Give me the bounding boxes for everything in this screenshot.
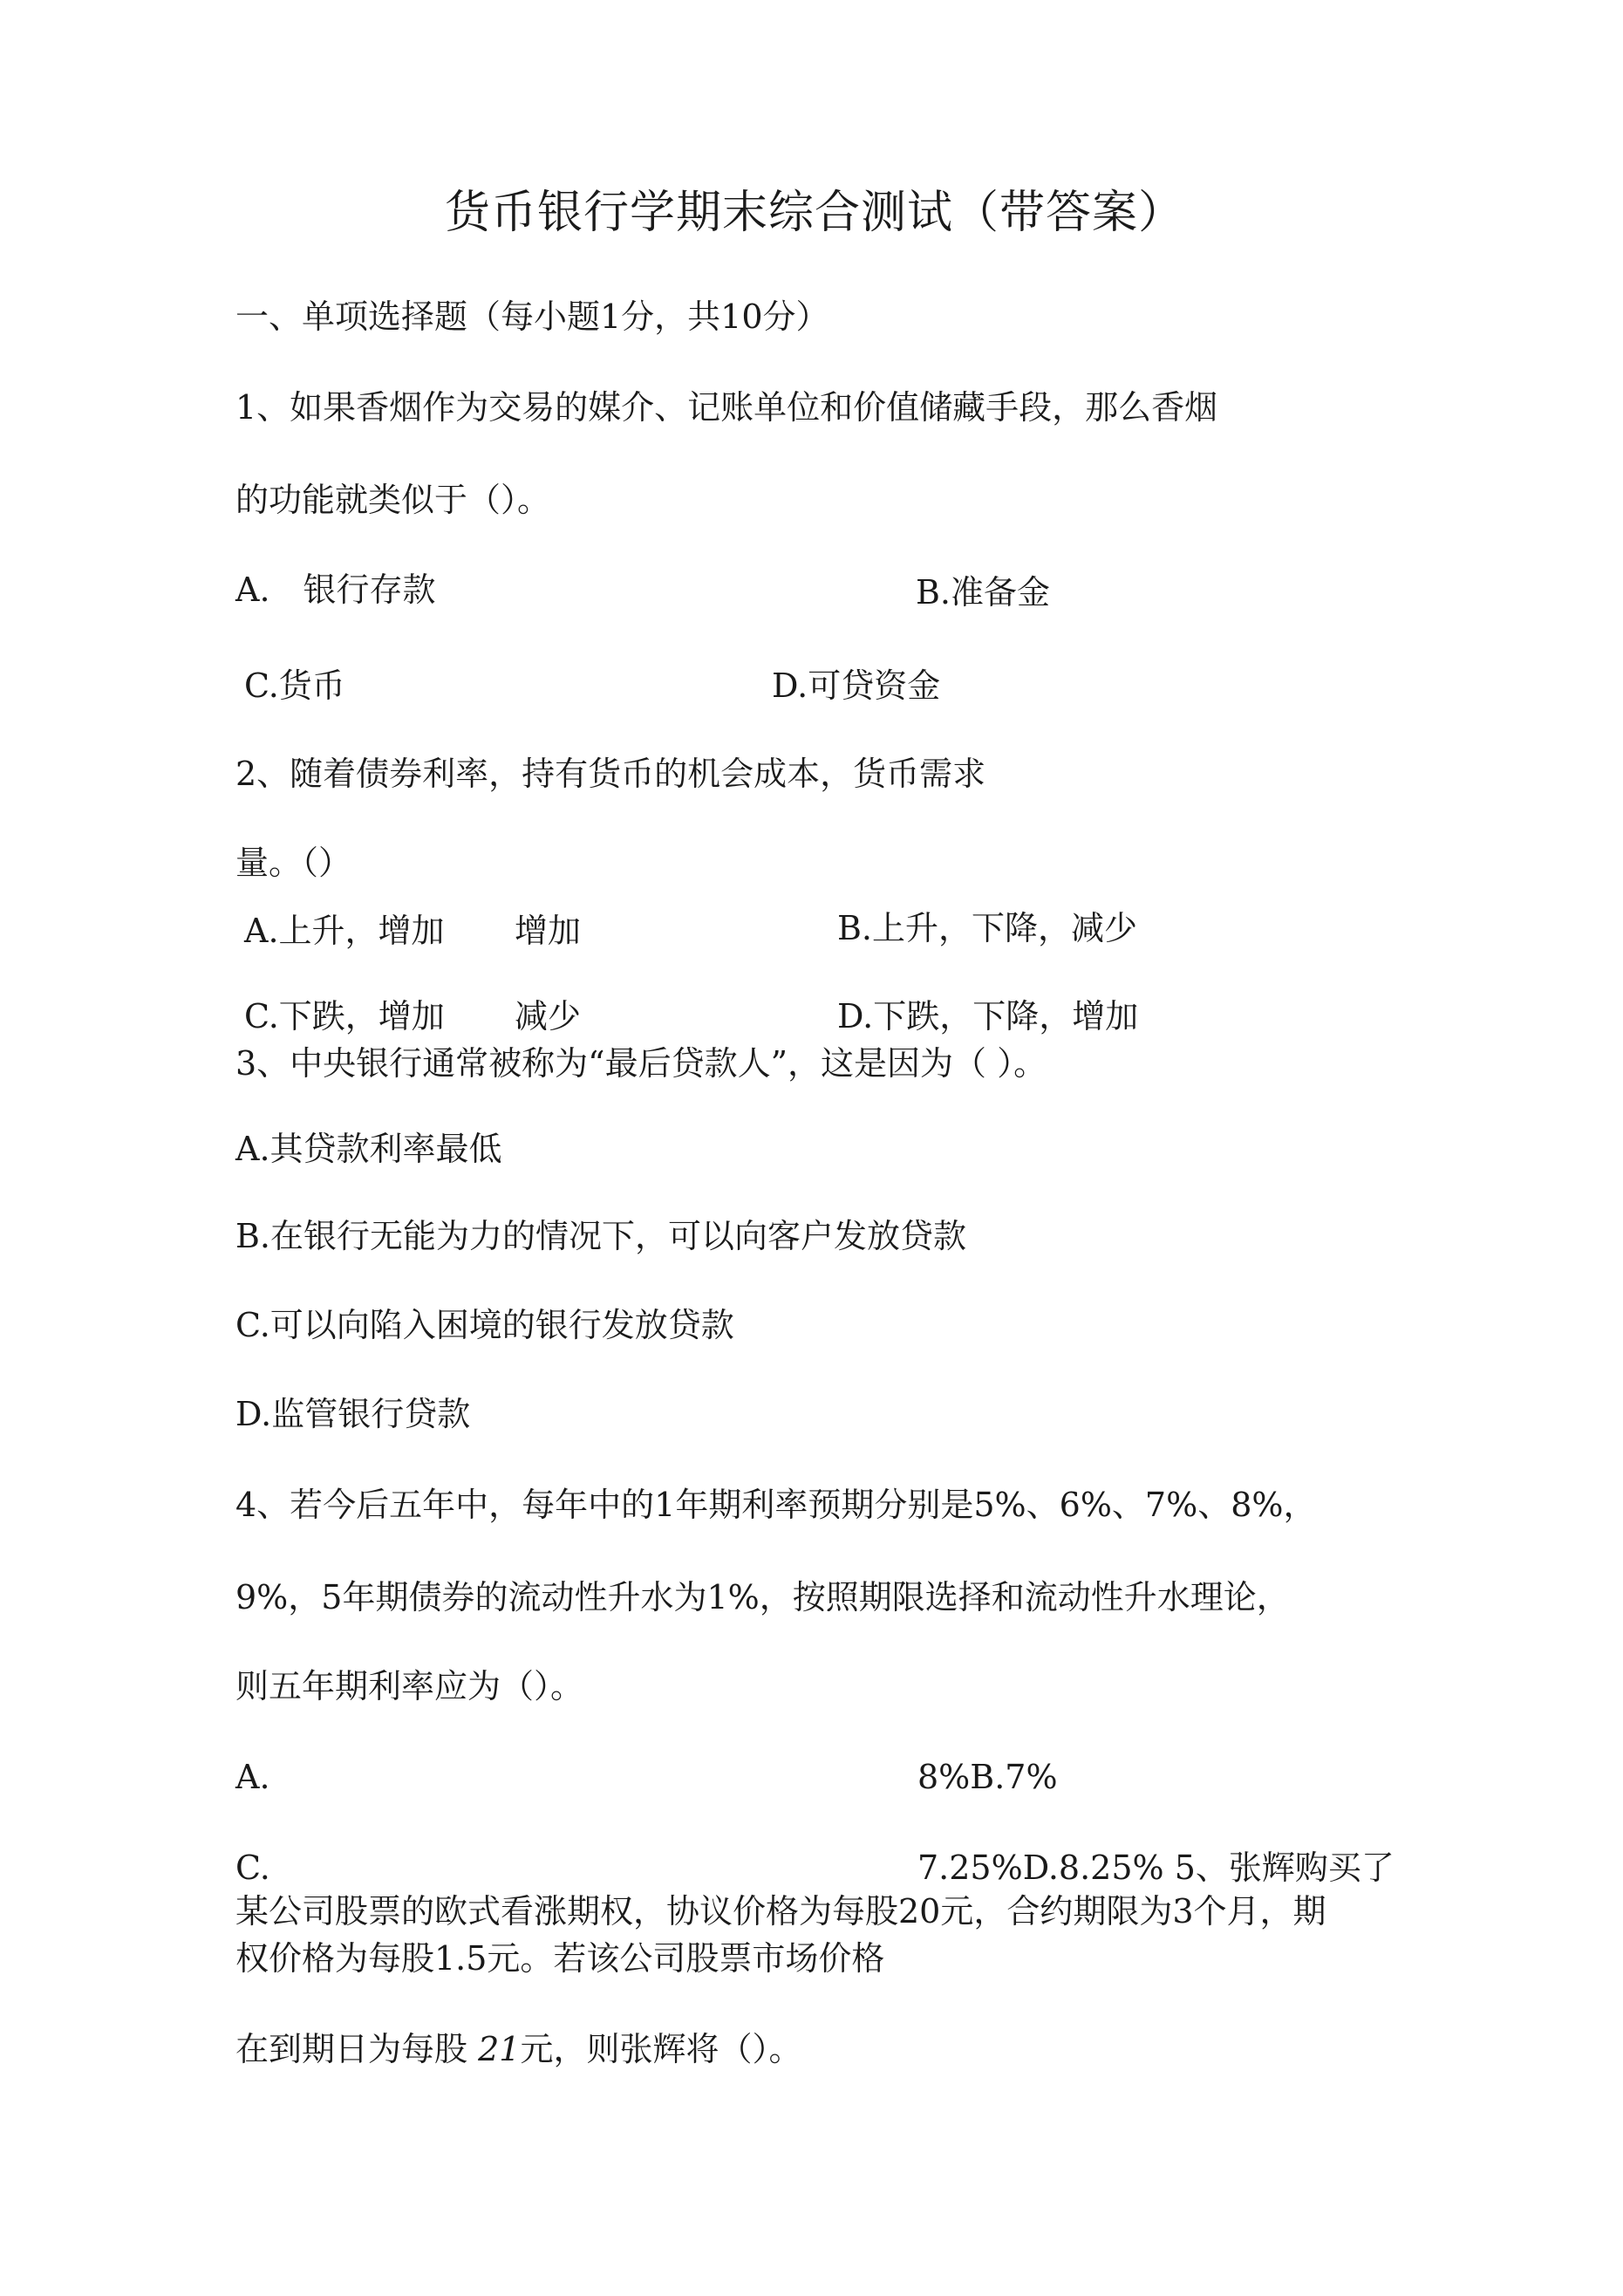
q2-option-b: B.上升，下降，减少	[837, 909, 1138, 947]
q2-option-c: C.下跌，增加	[244, 997, 445, 1035]
q5-text-line3	[235, 2030, 802, 2068]
q3-option-c: C.可以向陷入困境的银行发放贷款	[235, 1306, 734, 1344]
q2-option-a-extra: 增加	[515, 912, 582, 950]
q4-text-line1: 4、若今后五年中，每年中的1年期利率预期分别是5%、6%、7%、8%，	[235, 1486, 1317, 1524]
q5-text-line1: 某公司股票的欧式看涨期权，协议价格为每股20元，合约期限为3个月，期	[235, 1892, 1326, 1930]
page-title: 货币银行学期末综合测试（带答案）	[445, 187, 1185, 239]
q4-text-line3: 则五年期利率应为（）。	[235, 1667, 584, 1705]
q1-text-line1: 1、如果香烟作为交易的媒介、记账单位和价值储藏手段，那么香烟	[235, 388, 1218, 427]
q2-option-c-extra: 减少	[515, 997, 582, 1035]
q4-option-ab: 8%B.7%	[917, 1758, 1058, 1796]
q5-text-line3-pre: 在到期日为每股	[235, 2030, 479, 2068]
q1-option-a: A. 银行存款	[235, 571, 436, 609]
q2-text-line2: 量。（）	[235, 844, 352, 882]
q3-option-a: A.其贷款利率最低	[235, 1130, 502, 1168]
q3-text: 3、中央银行通常被称为“最后贷款人”，这是因为（ ）。	[235, 1044, 1047, 1083]
q1-option-d: D.可贷资金	[772, 666, 941, 705]
q3-option-d: D.监管银行贷款	[235, 1395, 471, 1433]
q1-text-line2: 的功能就类似于（）。	[235, 481, 551, 519]
q3-option-b: B.在银行无能为力的情况下，可以向客户发放贷款	[235, 1217, 967, 1255]
q2-text-line1: 2、随着债券利率，持有货币的机会成本，货币需求	[235, 755, 986, 793]
q4-option-a-label: A.	[235, 1758, 270, 1796]
q4-text-line2: 9%，5年期债券的流动性升水为1%，按照期限选择和流动性升水理论，	[235, 1578, 1290, 1616]
q1-option-c: C.货币	[244, 666, 345, 705]
q4-option-c-label: C.	[235, 1848, 270, 1887]
q5-text-line3-post: 元，则张辉将（）。	[520, 2030, 802, 2068]
q2-option-a: A.上升，增加	[244, 912, 445, 950]
q2-option-d: D.下跌，下降，增加	[837, 997, 1139, 1035]
section-heading: 一、单项选择题（每小题1分，共10分）	[235, 297, 829, 336]
q5-text-line2: 权价格为每股1.5元。若该公司股票市场价格	[235, 1939, 885, 1978]
q4-option-cd: 7.25%D.8.25% 5、张辉购买了	[917, 1848, 1395, 1887]
q5-price-value: 21	[478, 2030, 521, 2068]
q1-option-b: B.准备金	[916, 573, 1051, 612]
